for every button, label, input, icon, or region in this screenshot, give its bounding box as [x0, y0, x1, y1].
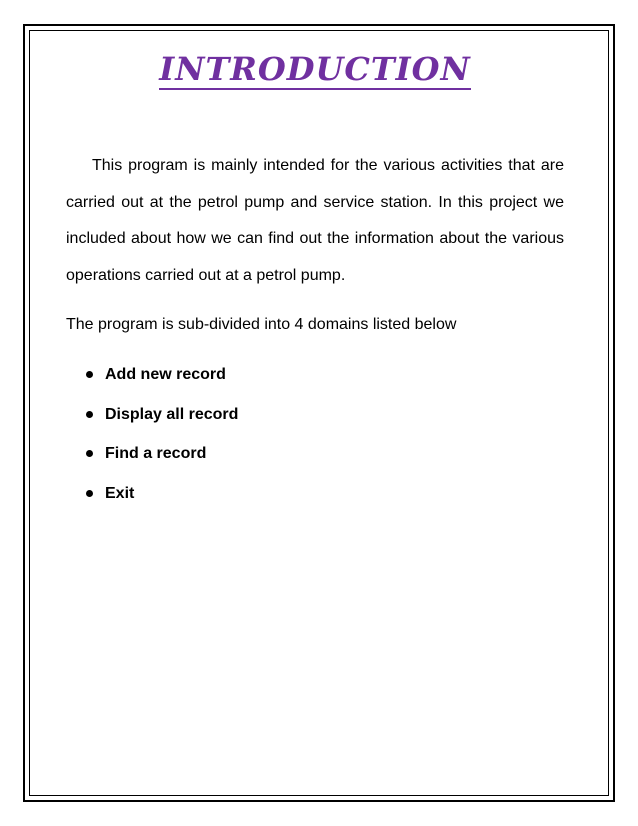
list-item: [86, 474, 564, 514]
domain-list: [66, 355, 564, 513]
list-item: [86, 355, 564, 395]
list-item: [86, 434, 564, 474]
bullet-icon: [86, 411, 93, 418]
list-item-label: Exit: [105, 484, 135, 502]
bullet-icon: [86, 371, 93, 378]
list-item-label: Add new record: [105, 366, 226, 383]
domains-lead: The program is sub-divided into 4 domains listed below: [66, 316, 457, 333]
list-item-label: Display all record: [105, 405, 239, 423]
list-item: [86, 395, 564, 435]
page-title-text: INTRODUCTION: [159, 50, 471, 88]
bullet-icon: [86, 490, 93, 497]
list-item-label: Find a record: [105, 445, 207, 462]
intro-paragraph: [66, 148, 564, 294]
document-page: [66, 40, 564, 513]
page-title: [66, 46, 564, 92]
intro-paragraph-text: This program is mainly intended for the various activities that are carried out at the petrol pump and service station. In this project we included about how we can find out the information about the various operations carried out at a petrol pump.: [66, 157, 564, 284]
bullet-icon: [86, 450, 93, 457]
